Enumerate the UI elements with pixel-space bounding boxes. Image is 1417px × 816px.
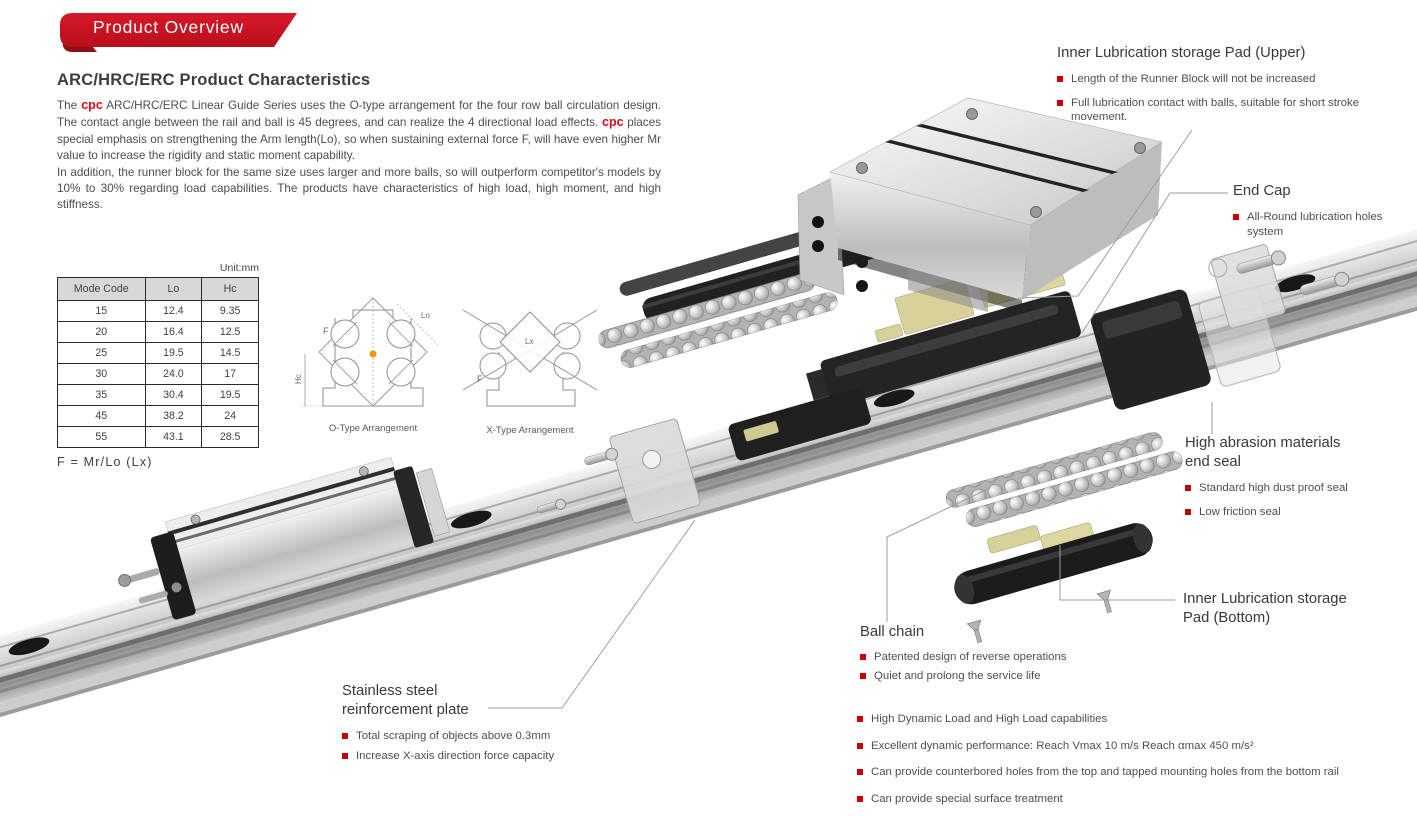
bullet-square-icon	[1057, 76, 1063, 82]
cell: 24.0	[145, 364, 202, 385]
callout-end-seal	[1185, 434, 1410, 519]
cell: 20	[58, 322, 146, 343]
cell: 28.5	[202, 427, 259, 448]
table-row	[58, 427, 259, 448]
label-f: F	[323, 326, 329, 336]
cell: 30.4	[145, 385, 202, 406]
bullet-square-icon	[857, 796, 863, 802]
callout-title: End Cap	[1233, 183, 1291, 199]
cell: 12.5	[202, 322, 259, 343]
callout-title: Ball chain	[860, 624, 925, 640]
callout-pad-bottom: Inner Lubrication storage Pad (Bottom)	[1183, 591, 1347, 626]
o-type-caption: O-Type Arrangement	[328, 423, 418, 434]
cell: 19.5	[145, 343, 202, 364]
table-row	[58, 364, 259, 385]
bullet-square-icon	[342, 733, 348, 739]
list-item	[1057, 96, 1367, 125]
intro-paragraph	[57, 97, 661, 214]
brand-cpc: cpc	[602, 115, 624, 130]
callout-pad-upper	[1057, 44, 1402, 125]
cell: 43.1	[145, 427, 202, 448]
list-item-text: Total scraping of objects above 0.3mm	[356, 730, 551, 742]
callout-end-cap	[1233, 182, 1408, 239]
callout-ball-chain	[860, 623, 1170, 683]
center-dot	[370, 351, 377, 358]
intro-text: places special emphasis on strengthening the Arm length(Lo), so when sustaining external force F, will have even higher Mr value to increase the rigidity and static moment capability.	[57, 116, 661, 163]
o-type-diagram	[293, 292, 453, 434]
label-lo: Lo	[421, 311, 430, 320]
cell: 17	[202, 364, 259, 385]
cell: 45	[58, 406, 146, 427]
list-item-text: Can provide special surface treatment	[871, 792, 1063, 805]
x-type-caption: X-Type Arrangement	[486, 425, 574, 436]
feature-list	[857, 712, 1417, 816]
table-row	[58, 406, 259, 427]
table-row	[58, 385, 259, 406]
list-item-text: Low friction seal	[1199, 505, 1281, 518]
bullet-square-icon	[860, 673, 866, 679]
cell: 15	[58, 301, 146, 322]
table-header-row	[58, 278, 259, 301]
dimension-table-block	[57, 262, 259, 469]
bullet-square-icon	[857, 769, 863, 775]
cell: 16.4	[145, 322, 202, 343]
list-item-text: Can provide counterbored holes from the top and tapped mounting holes from the bottom rail	[871, 766, 1339, 778]
list-item	[857, 712, 1417, 727]
list-item	[857, 739, 1417, 754]
x-type-diagram	[455, 296, 605, 436]
list-item-text: Patented design of reverse operations	[874, 651, 1067, 663]
list-item	[857, 792, 1417, 807]
bullet-square-icon	[860, 654, 866, 660]
list-item-text: Excellent dynamic performance: Reach Vmax 10 m/s Reach αmax 450 m/s²	[871, 739, 1254, 752]
list-item	[342, 749, 622, 764]
table-row	[58, 301, 259, 322]
cell: 55	[58, 427, 146, 448]
intro-p2: In addition, the runner block for the same size uses larger and more balls, so will outperform competitor's models by 10% to 30% regarding load capabilities. The products have characteristics of high load, high moment, and high stiffness.	[57, 165, 661, 212]
intro-p1	[57, 97, 661, 165]
list-item-text: Quiet and prolong the service life	[874, 669, 1041, 682]
list-item	[860, 650, 1170, 665]
cell: 30	[58, 364, 146, 385]
col-header: Lo	[145, 278, 202, 301]
list-item-text: High Dynamic Load and High Load capabilities	[871, 713, 1108, 725]
col-header: Hc	[202, 278, 259, 301]
cell: 12.4	[145, 301, 202, 322]
list-item-text: Standard high dust proof seal	[1199, 482, 1348, 494]
list-item-text: Full lubrication contact with balls, suitable for short stroke movement.	[1071, 96, 1360, 123]
label-hc: Hc	[294, 374, 303, 384]
cell: 19.5	[202, 385, 259, 406]
bullet-square-icon	[1185, 509, 1191, 515]
table-row	[58, 322, 259, 343]
cell: 24	[202, 406, 259, 427]
callout-title: Inner Lubrication storage Pad (Upper)	[1057, 45, 1306, 61]
label-f: F	[477, 374, 483, 384]
list-item	[1233, 210, 1383, 239]
table-row	[58, 343, 259, 364]
unit-label: Unit:mm	[219, 262, 259, 274]
formula: F = Mr/Lo (Lx)	[57, 455, 153, 469]
col-header: Mode Code	[58, 278, 146, 301]
runner-block-exploded	[798, 98, 1162, 312]
bullet-square-icon	[1185, 485, 1191, 491]
banner-label: Product Overview	[93, 17, 244, 37]
brand-cpc: cpc	[81, 98, 103, 112]
intro-text: ARC/HRC/ERC Linear Guide Series uses the O-type arrangement for the four row ball circulation design. The contact angle between the rail and ball is 45 degrees, and can realize the 4 directional load effects.	[57, 99, 662, 130]
list-item	[857, 765, 1402, 780]
list-item-text: Increase X-axis direction force capacity	[356, 749, 555, 762]
list-item	[342, 729, 622, 744]
bullet-square-icon	[1233, 214, 1239, 220]
list-item-text: Length of the Runner Block will not be increased	[1071, 73, 1316, 85]
label-lx: Lx	[525, 337, 534, 346]
list-item	[1057, 72, 1387, 87]
list-item	[860, 669, 1170, 684]
list-item	[1185, 505, 1410, 520]
cell: 14.5	[202, 343, 259, 364]
intro-text: The	[57, 99, 82, 112]
cell: 38.2	[145, 406, 202, 427]
ball-chain-lower	[944, 427, 1184, 533]
list-item	[1185, 481, 1410, 496]
cell: 9.35	[202, 301, 259, 322]
bullet-square-icon	[857, 716, 863, 722]
callout-reinforcement-plate	[342, 682, 622, 763]
cell: 35	[58, 385, 146, 406]
section-banner	[55, 10, 315, 56]
bullet-square-icon	[1057, 100, 1063, 106]
callout-title: High abrasion materials end seal	[1185, 435, 1341, 470]
bullet-square-icon	[857, 743, 863, 749]
bullet-square-icon	[342, 753, 348, 759]
cell: 25	[58, 343, 146, 364]
page-title: ARC/HRC/ERC Product Characteristics	[57, 71, 371, 89]
dimension-table	[57, 277, 259, 448]
list-item-text: All-Round lubrication holes system	[1247, 211, 1383, 238]
callout-title: Stainless steel reinforcement plate	[342, 683, 469, 718]
